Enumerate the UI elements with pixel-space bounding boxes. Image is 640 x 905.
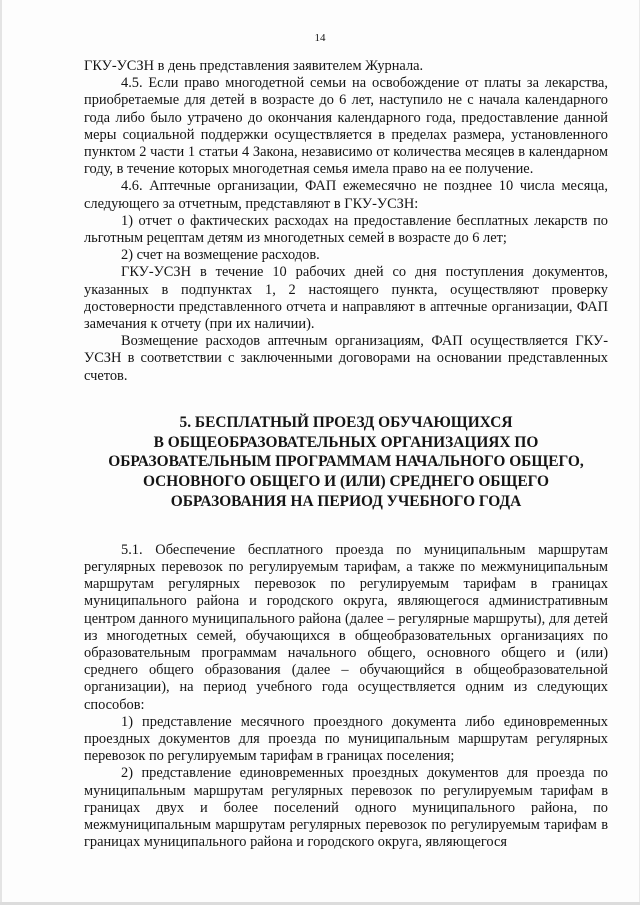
paragraph: 4.6. Аптечные организации, ФАП ежемесячно не позднее 10 числа месяца, следующего за отчетным, представляют в ГКУ-УСЗН:: [84, 178, 608, 212]
page-number: 14: [314, 32, 326, 44]
paragraph: ГКУ-УСЗН в течение 10 рабочих дней со дня поступления документов, указанных в подпунктах 1, 2 настоящего пункта, осуществляют проверку достоверности представленного отчета и направляют в аптечные организации, ФАП замечания к отчету (при их наличии).: [84, 264, 608, 333]
scan-edge-left: [0, 0, 2, 905]
section-heading-line: В ОБЩЕОБРАЗОВАТЕЛЬНЫХ ОРГАНИЗАЦИЯХ ПО: [153, 433, 539, 451]
paragraph: 2) представление единовременных проездных документов для проезда по муниципальным маршрутам регулярных перевозок по регулируемым тарифам в границах двух и более поселений одного муниципального района, по межмуниципальным маршрутам регулярных перевозок по регулируемым тарифам в границах муниципального района и городского округа, являющегося: [84, 765, 608, 851]
section-heading-line: ОБРАЗОВАНИЯ НА ПЕРИОД УЧЕБНОГО ГОДА: [170, 493, 522, 511]
section-heading-line: ОБРАЗОВАТЕЛЬНЫМ ПРОГРАММАМ НАЧАЛЬНОГО ОБЩЕГО,: [108, 453, 584, 471]
section-heading: [84, 413, 608, 512]
paragraph: ГКУ-УСЗН в день представления заявителем Журнала.: [84, 58, 424, 74]
paragraphs-before-section: [84, 58, 608, 385]
section-heading-line: 5. БЕСПЛАТНЫЙ ПРОЕЗД ОБУЧАЮЩИХСЯ: [179, 413, 513, 431]
document-body: [84, 58, 608, 852]
paragraph: 2) счет на возмещение расходов.: [121, 247, 320, 264]
paragraph: 4.5. Если право многодетной семьи на освобождение от платы за лекарства, приобретаемые для детей в возрасте до 6 лет, наступило не с начала календарного года либо было утрачено до окончания календарного года, предоставление данной меры социальной поддержки осуществляется в пределах размера, установленного пунктом 2 части 1 статьи 4 Закона, независимо от количества месяцев в календарном году, в течение которых многодетная семья имела право на ее получение.: [84, 75, 608, 178]
paragraph: Возмещение расходов аптечным организациям, ФАП осуществляется ГКУ-УСЗН в соответствии с заключенными договорами на основании представленных счетов.: [84, 333, 608, 384]
paragraphs-after-section: [84, 542, 608, 852]
paragraph: 1) отчет о фактических расходах на предоставление бесплатных лекарств по льготным рецептам детям из многодетных семей в возрасте до 6 лет;: [84, 212, 608, 247]
section-heading-line: ОСНОВНОГО ОБЩЕГО И (ИЛИ) СРЕДНЕГО ОБЩЕГО: [142, 473, 550, 491]
paragraph: 5.1. Обеспечение бесплатного проезда по муниципальным маршрутам регулярных перевозок по регулируемым тарифам, а также по межмуниципальным маршрутам регулярных перевозок по регулируемым тарифам в границах муниципального района и городского округа, являющегося административным центром данного муниципального района (далее – регулярные маршруты), для детей из многодетных семей, обучающихся в общеобразовательных организациях по образовательным программам начального общего, основного общего и (или) среднего общего образования (далее – обучающийся в общеобразовательной организации), на период учебного года осуществляется одним из следующих способов:: [84, 541, 608, 713]
paragraph: 1) представление месячного проездного документа либо единовременных проездных документов для проезда по муниципальным маршрутам регулярных перевозок по регулируемым тарифам в границах поселения;: [84, 713, 608, 765]
